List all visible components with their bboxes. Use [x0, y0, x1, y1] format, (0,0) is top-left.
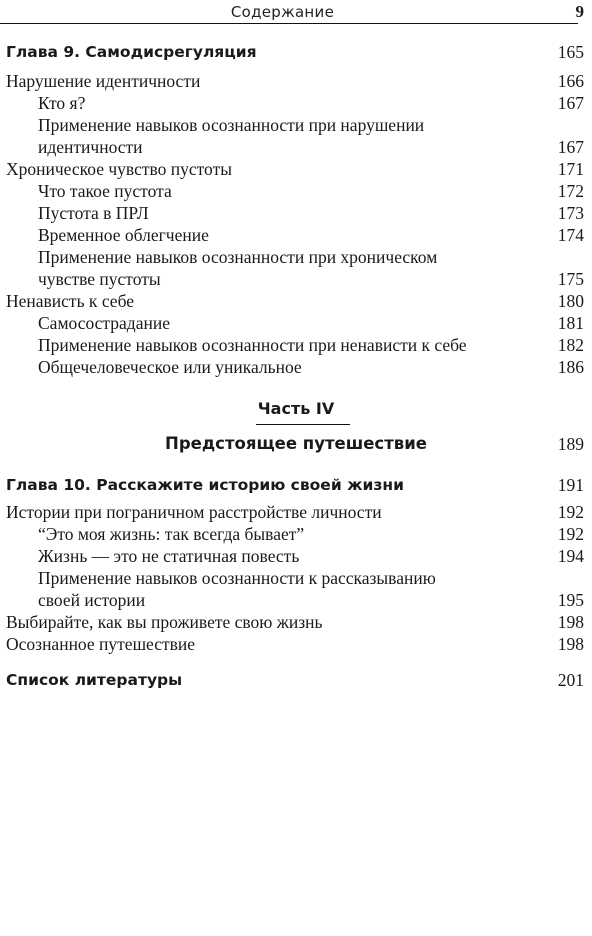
toc-entry-page: 201: [557, 670, 584, 690]
toc-subsection: [0, 180, 592, 202]
toc-entry-page: 181: [557, 313, 584, 333]
page-header: [0, 0, 592, 24]
toc-entry-title: Глава 10. Расскажите историю своей жизни: [6, 476, 404, 494]
toc-subsection: [0, 202, 592, 224]
toc-entry-title: Список литературы: [6, 671, 183, 689]
toc-entry-title: Ненависть к себе: [6, 291, 135, 311]
toc-entry-page: 198: [557, 634, 584, 654]
running-head-title: Содержание: [230, 3, 335, 21]
toc-chapter-9: [0, 41, 592, 63]
toc-subsection-continued: [0, 589, 592, 611]
toc-chapter-10: [0, 474, 592, 496]
toc-entry-title: Выбирайте, как вы проживете свою жизнь: [6, 612, 323, 632]
toc-subsection-continued: [0, 136, 592, 158]
toc-entry-title: идентичности: [38, 137, 143, 157]
toc-entry-page: 173: [557, 203, 584, 223]
toc-subsection: [0, 92, 592, 114]
toc-section: [0, 70, 592, 92]
toc-entry-page: 186: [557, 357, 584, 377]
toc-entry-page: 172: [557, 181, 584, 201]
toc-subsection: [0, 224, 592, 246]
toc-entry-page: 182: [557, 335, 584, 355]
toc-subsection: [0, 334, 592, 356]
toc-bibliography: [0, 669, 592, 691]
toc-entry-title: Пустота в ПРЛ: [38, 203, 149, 223]
toc-entry-title: Глава 9. Самодисрегуляция: [6, 43, 257, 61]
toc-entry-title: Хроническое чувство пустоты: [6, 159, 232, 179]
toc-entry-page: 174: [557, 225, 584, 245]
page-number: 9: [575, 2, 584, 21]
toc-subsection-continued: [0, 268, 592, 290]
toc-entry-title: Применение навыков осознанности при хроническом: [38, 247, 438, 267]
toc-entry-title: Истории при пограничном расстройстве личности: [6, 502, 382, 522]
toc-entry-title: чувстве пустоты: [38, 269, 161, 289]
toc-entry-page: 175: [557, 269, 584, 289]
toc-entry-title: своей истории: [38, 590, 146, 610]
toc-entry-title: Применение навыков осознанности при ненависти к себе: [38, 335, 467, 355]
toc-entry-page: 165: [557, 42, 584, 62]
toc-entry-title: Жизнь — это не статичная повесть: [38, 546, 300, 566]
toc-subsection: [0, 312, 592, 334]
toc-subsection: [0, 567, 592, 589]
toc-section: [0, 633, 592, 655]
toc-entry-page: 192: [557, 524, 584, 544]
toc-entry-page: 192: [557, 502, 584, 522]
toc-subsection: [0, 246, 592, 268]
toc-entry-title: Кто я?: [38, 93, 86, 113]
part-label: Часть IV: [257, 399, 335, 418]
toc-subsection: [0, 356, 592, 378]
toc-entry-title: Применение навыков осознанности к рассказыванию: [38, 568, 436, 588]
toc-section: [0, 501, 592, 523]
toc-entry-title: Самосострадание: [38, 313, 170, 333]
toc-subsection: [0, 523, 592, 545]
toc-entry-title: Осознанное путешествие: [6, 634, 196, 654]
toc-entry-title: Временное облегчение: [38, 225, 209, 245]
toc-subsection: [0, 545, 592, 567]
toc-entry-page: 195: [557, 590, 584, 610]
toc-entry-title: Что такое пустота: [38, 181, 172, 201]
toc-entry-page: 198: [557, 612, 584, 632]
part-page-number: 189: [557, 434, 584, 454]
toc-entry-title: Общечеловеческое или уникальное: [38, 357, 302, 377]
toc-entry-page: 167: [557, 93, 584, 113]
toc-subsection: [0, 114, 592, 136]
toc-entry-title: Нарушение идентичности: [6, 71, 201, 91]
header-rule: [0, 23, 578, 24]
part-title: Предстоящее путешествие: [165, 434, 427, 453]
toc-entry-page: 191: [557, 475, 584, 495]
toc-entry-page: 171: [557, 159, 584, 179]
part-rule: [256, 424, 350, 425]
toc-entry-page: 194: [557, 546, 584, 566]
toc-section: [0, 290, 592, 312]
toc-entry-page: 180: [557, 291, 584, 311]
toc-entry-title: “Это моя жизнь: так всегда бывает”: [38, 524, 305, 544]
toc-section: [0, 158, 592, 180]
toc-entry-page: 166: [557, 71, 584, 91]
toc-entry-page: 167: [557, 137, 584, 157]
toc-section: [0, 611, 592, 633]
toc-entry-title: Применение навыков осознанности при нарушении: [38, 115, 425, 135]
